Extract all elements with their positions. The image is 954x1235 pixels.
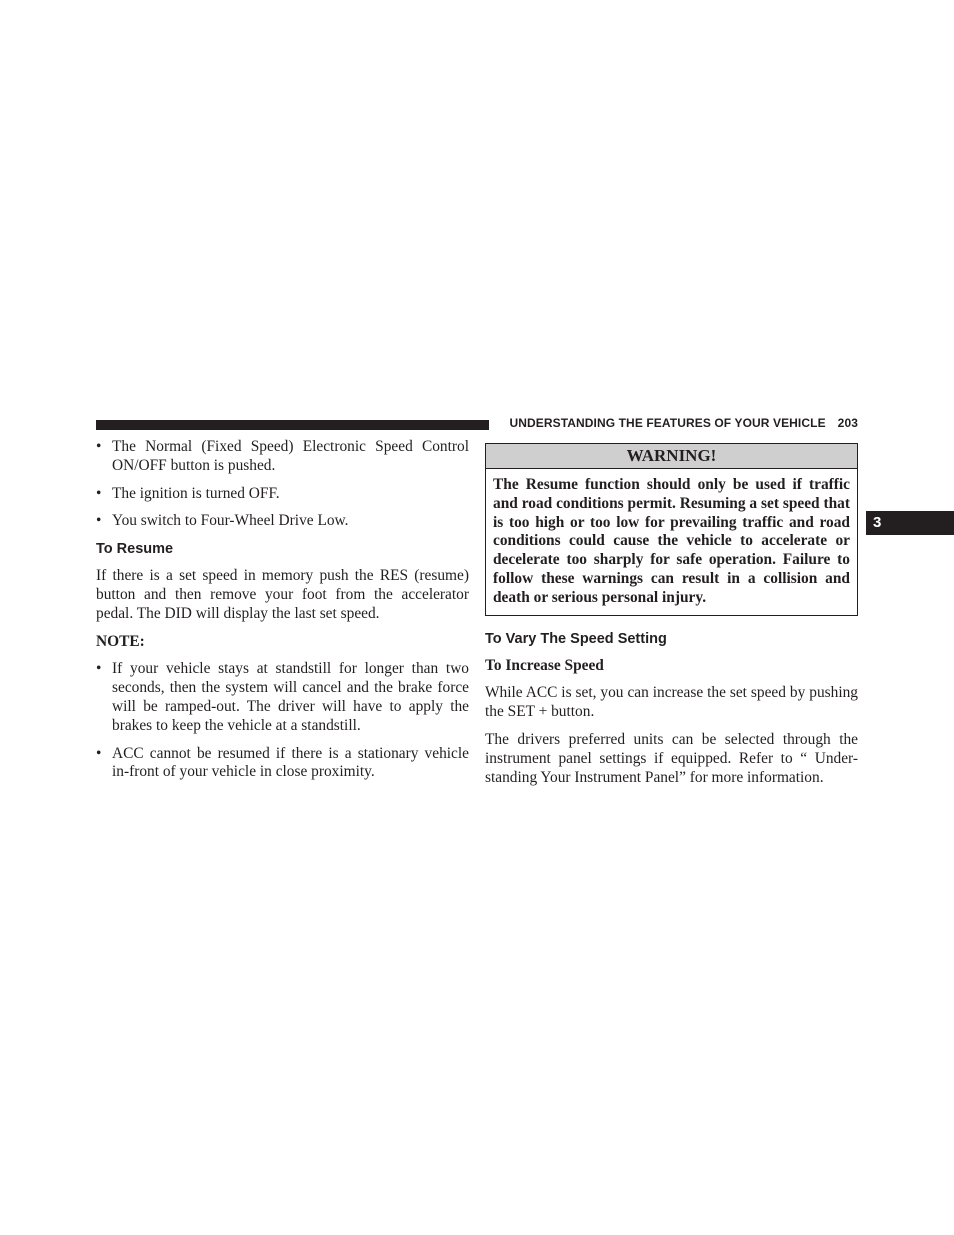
list-item: • ACC cannot be resumed if there is a stationary vehicle in-front of your vehicle in close proximity. (96, 744, 469, 781)
heading-vary-speed: To Vary The Speed Setting (485, 630, 667, 647)
warning-box (485, 443, 858, 616)
subheading-increase-speed: To Increase Speed (485, 656, 604, 674)
list-item: • The ignition is turned OFF. (96, 484, 280, 502)
page-number: 203 (837, 416, 858, 430)
bullet-icon: • (96, 660, 102, 678)
resume-paragraph: If there is a set speed in memory push the RES (resume) button and then remove your foot from the accelerator pedal. The DID will display the last set speed. (96, 567, 469, 622)
bullet-icon: • (96, 512, 102, 530)
bullet-icon: • (96, 744, 102, 762)
warning-title: WARNING! (486, 444, 857, 469)
bullet-icon: • (96, 484, 102, 502)
increase-paragraph: While ACC is set, you can increase the set speed by pushing the SET + button. (485, 684, 858, 721)
list-item: • You switch to Four-Wheel Drive Low. (96, 512, 349, 530)
section-title: UNDERSTANDING THE FEATURES OF YOUR VEHICLE (509, 416, 826, 430)
heading-to-resume: To Resume (96, 541, 174, 558)
right-column (485, 438, 858, 796)
note-label: NOTE: (96, 632, 145, 650)
chapter-tab[interactable]: 3 (866, 511, 954, 535)
list-item: • The Normal (Fixed Speed) Electronic Speed Control ON/OFF button is pushed. (96, 438, 469, 474)
units-paragraph: The drivers preferred units can be selected through the instrument panel settings if equipped. Refer to “ Under- standing Your Instrument Panel” for more information. (485, 730, 858, 786)
running-header (498, 416, 858, 430)
header-rule (96, 420, 489, 430)
left-column (96, 438, 469, 791)
warning-body: The Resume function should only be used if traffic and road conditions permit. Resuming a set speed that is too high or too low for prevailing traffic and road conditions could cause the vehicle to accelerate or decelerate too sharply for safe operation. Failure to follow these warnings can result in a collision and death or serious personal injury. (493, 476, 850, 606)
bullet-icon: • (96, 438, 102, 455)
bullet-list-conditions (96, 438, 469, 531)
bullet-list-note (96, 660, 469, 782)
list-item: • If your vehicle stays at standstill for longer than two seconds, then the system will cancel and the brake force will be ramped-out. The driver will have to apply the brakes to keep the vehicle at a standstill. (96, 660, 469, 734)
